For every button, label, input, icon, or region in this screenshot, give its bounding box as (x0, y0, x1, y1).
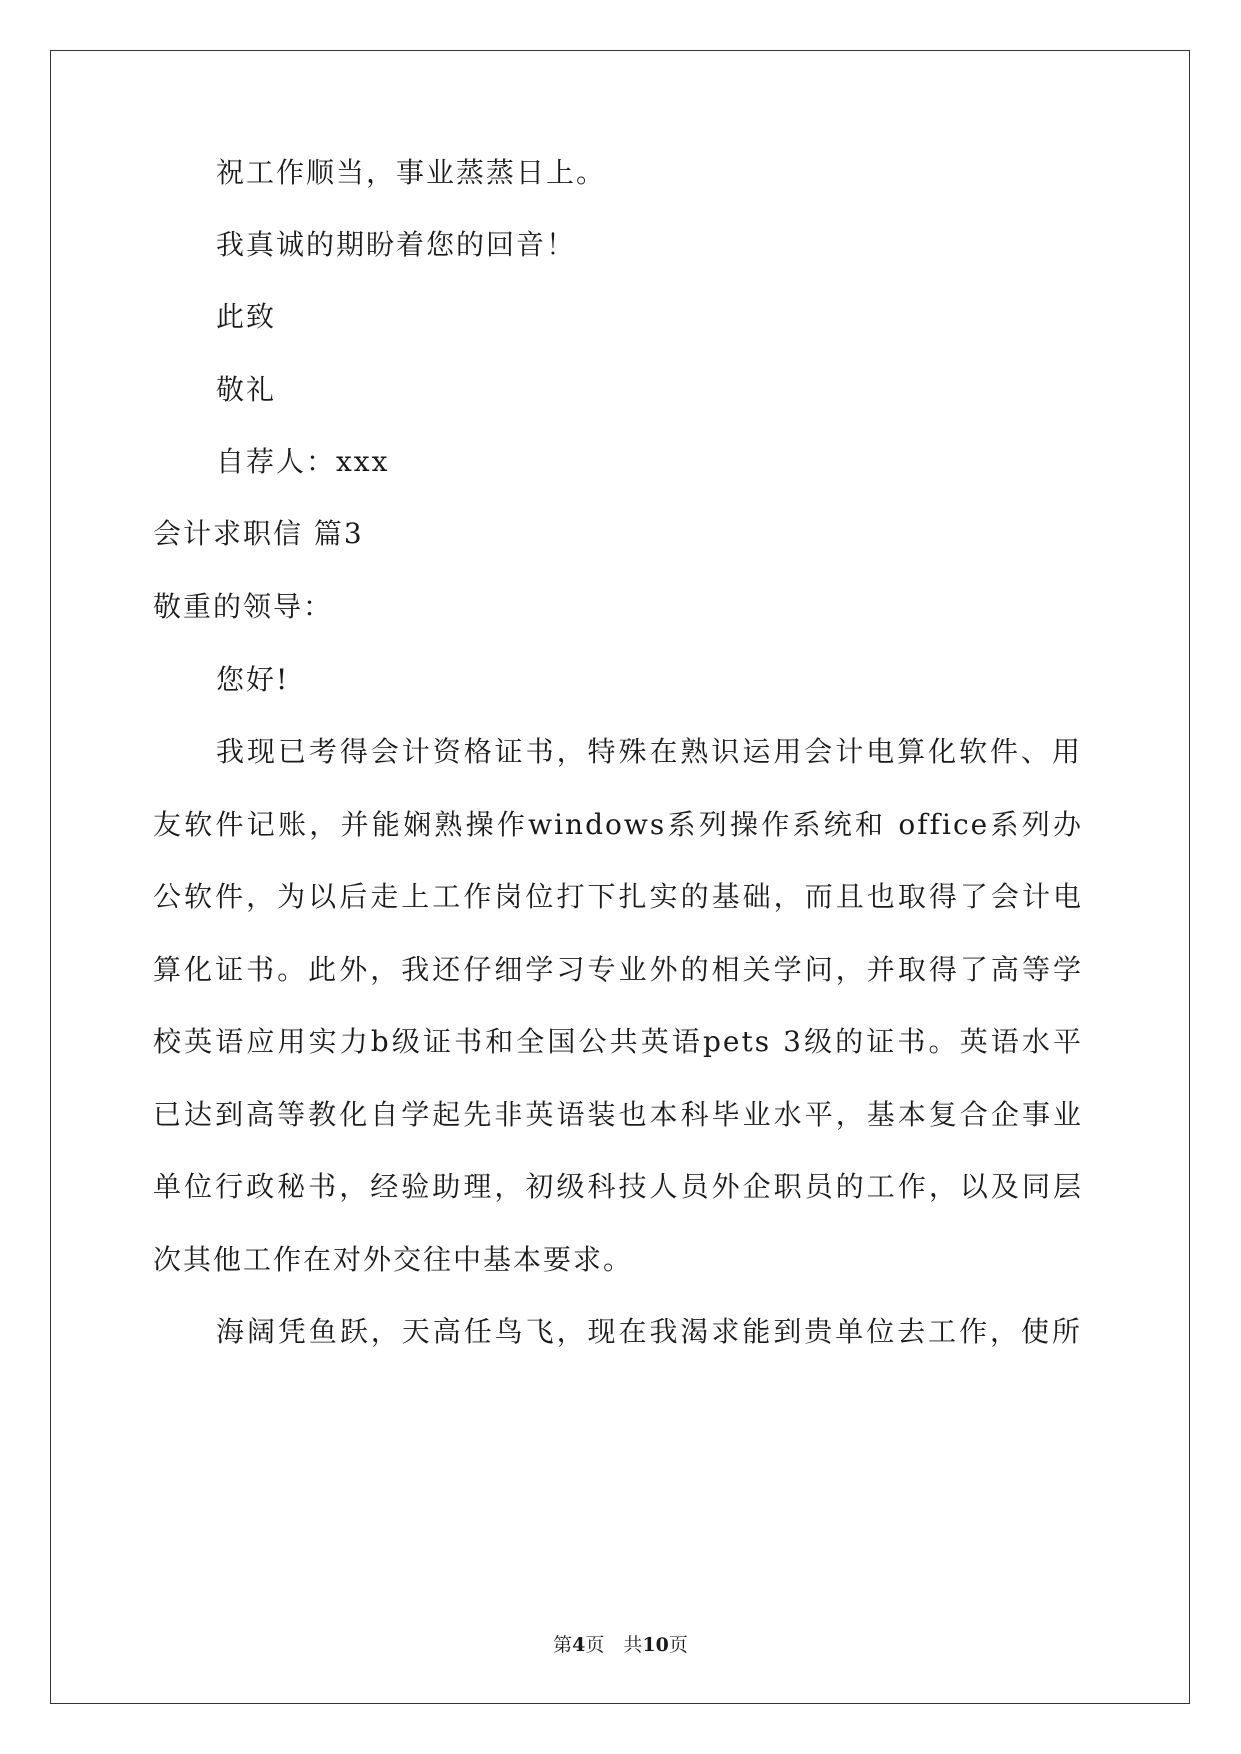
page-footer (0, 1633, 1241, 1657)
text-line: 敬礼 (216, 373, 277, 406)
text-line: 我真诚的期盼着您的回音！ (216, 228, 577, 261)
paragraph-line: 单位行政秘书，经验助理，初级科技人员外企职员的工作，以及同层 (153, 1170, 1083, 1203)
paragraph-line: 我现已考得会计资格证书，特殊在熟识运用会计电算化软件、用 (216, 735, 1082, 768)
text-line: 自荐人：xxx (216, 445, 390, 478)
paragraph-line: 校英语应用实力b级证书和全国公共英语pets 3级的证书。英语水平 (153, 1025, 1083, 1058)
paragraph-line: 算化证书。此外，我还仔细学习专业外的相关学问，并取得了高等学 (153, 953, 1083, 986)
salutation: 敬重的领导： (153, 590, 334, 623)
greeting: 您好! (216, 663, 290, 696)
paragraph-line: 海阔凭鱼跃，天高任鸟飞，现在我渴求能到贵单位去工作，使所 (216, 1315, 1082, 1348)
text-line: 此致 (216, 300, 277, 333)
section-heading: 会计求职信 篇3 (153, 517, 364, 550)
page-frame (50, 50, 1190, 1704)
text-line: 祝工作顺当，事业蒸蒸日上。 (216, 156, 607, 189)
footer-suffix: 页 (668, 1634, 688, 1656)
footer-mid: 页 共 (585, 1634, 643, 1656)
footer-page-number: 4 (572, 1634, 586, 1656)
paragraph-line: 友软件记账，并能娴熟操作windows系列操作系统和 office系列办 (153, 808, 1083, 841)
footer-total-pages: 10 (642, 1634, 669, 1656)
paragraph-line: 公软件，为以后走上工作岗位打下扎实的基础，而且也取得了会计电 (153, 880, 1083, 913)
paragraph-line: 次其他工作在对外交往中基本要求。 (153, 1243, 634, 1276)
footer-prefix: 第 (553, 1634, 573, 1656)
paragraph-line: 已达到高等教化自学起先非英语装也本科毕业水平，基本复合企事业 (153, 1098, 1083, 1131)
